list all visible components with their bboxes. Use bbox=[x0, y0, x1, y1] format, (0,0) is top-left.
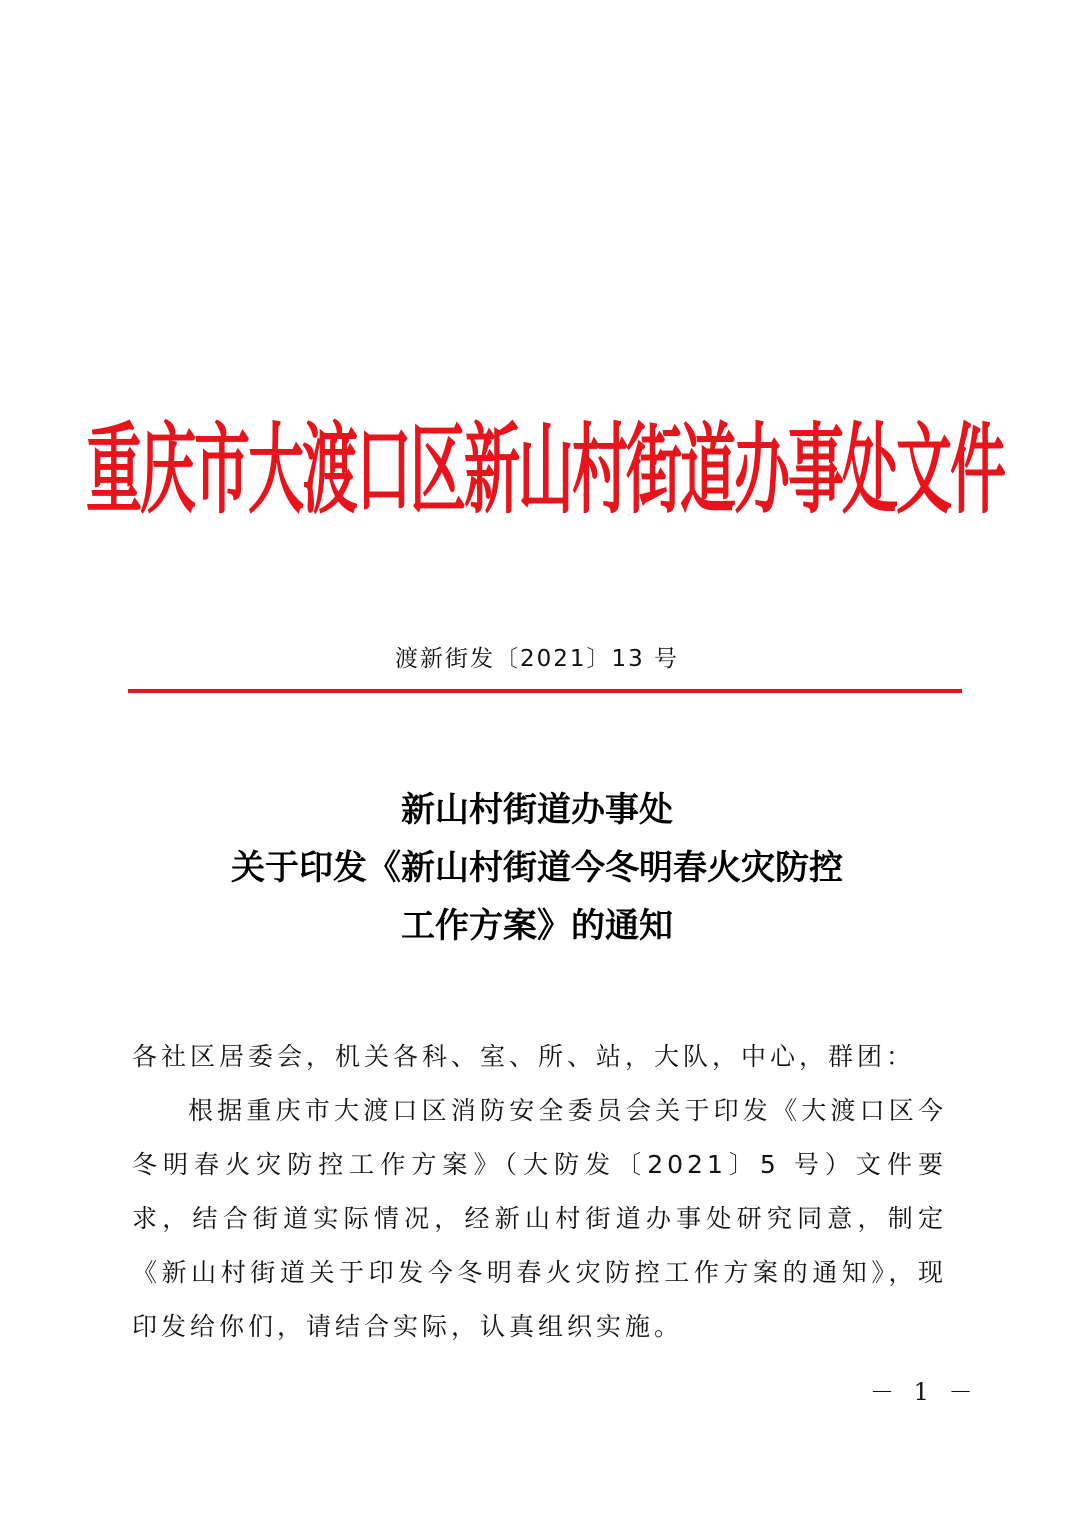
red-header-title: 重庆市大渡口区新山村街道办事处文件 bbox=[86, 414, 1004, 528]
red-divider-line bbox=[128, 689, 962, 693]
document-body bbox=[132, 1030, 947, 1354]
title-line-2: 关于印发《新山村街道今冬明春火灾防控 bbox=[231, 848, 843, 888]
document-number: 渡新街发〔2021〕13 号 bbox=[394, 646, 680, 672]
salutation: 各社区居委会，机关各科、室、所、站，大队，中心，群团： bbox=[132, 1042, 916, 1071]
title-line-1: 新山村街道办事处 bbox=[401, 790, 673, 830]
title-line-3: 工作方案》的通知 bbox=[401, 906, 673, 946]
body-paragraph: 根据重庆市大渡口区消防安全委员会关于印发《大渡口区今冬明春火灾防控工作方案》（大防发〔2021〕5 号）文件要求，结合街道实际情况，经新山村街道办事处研究同意，制定《新山村街道关于印发今冬明春火灾防控工作方案的通知》，现印发给你们，请结合实际，认真组织实施。 bbox=[132, 1096, 947, 1341]
page-number: － 1 － bbox=[870, 1378, 979, 1406]
notice-title bbox=[0, 781, 1074, 955]
